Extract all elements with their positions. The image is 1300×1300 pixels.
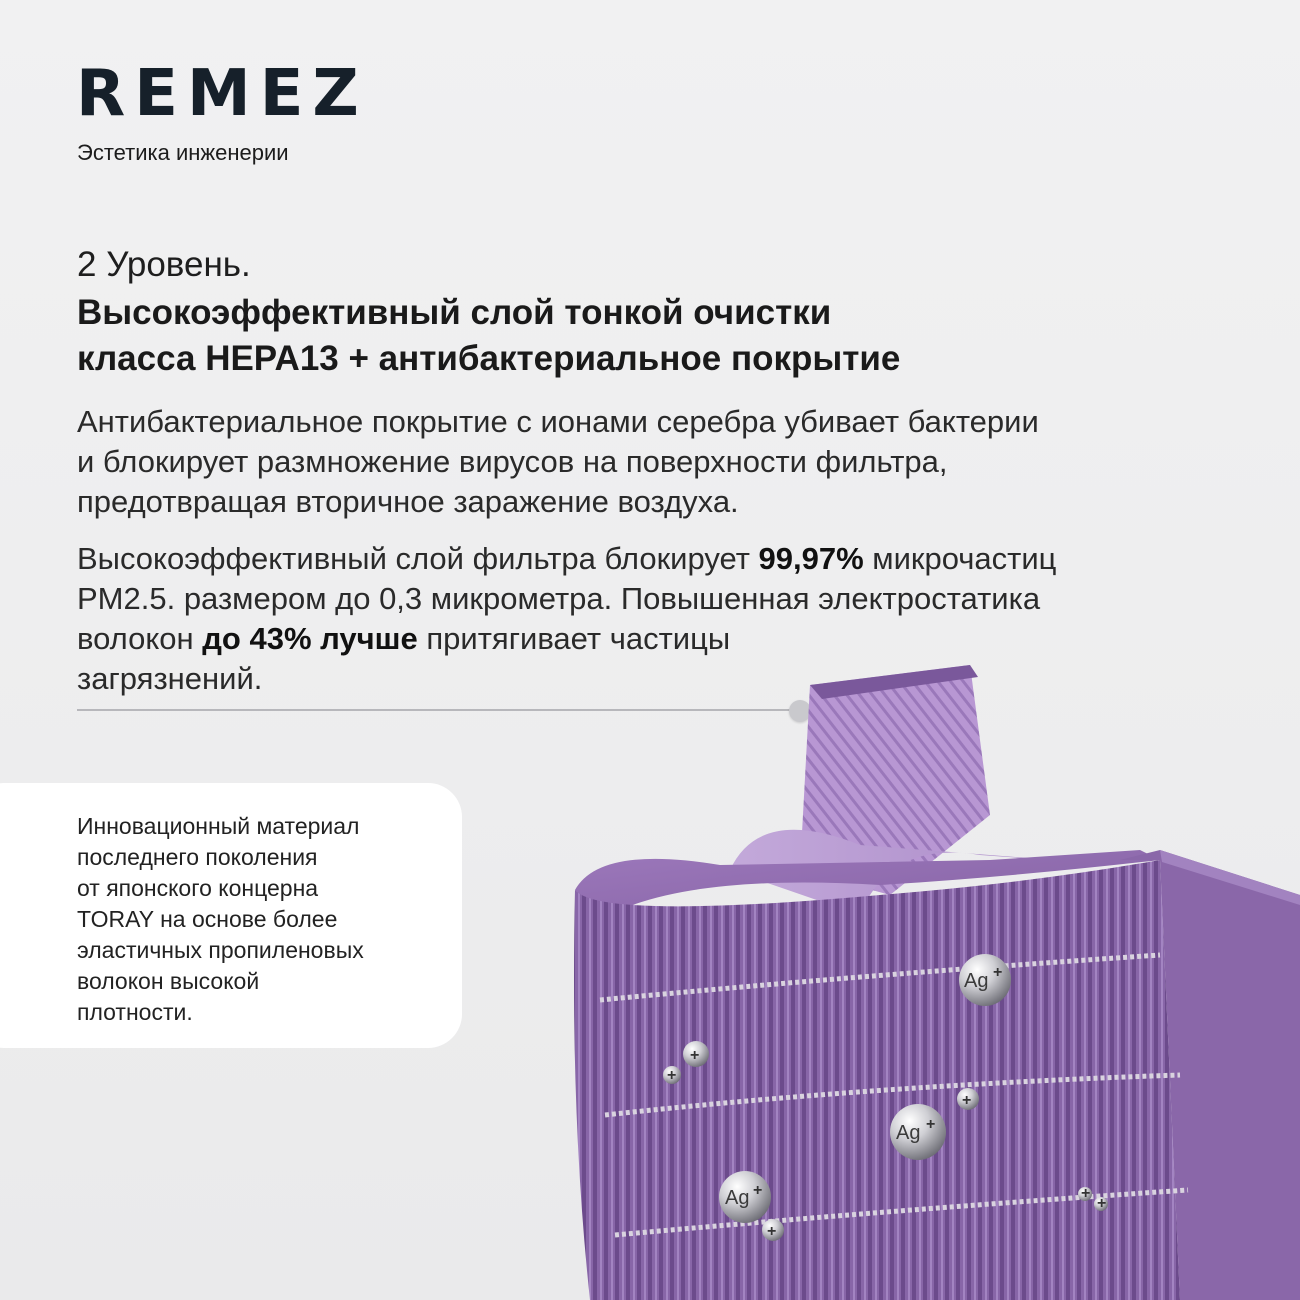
- positive-charge-particle: [762, 1219, 784, 1241]
- svg-text:+: +: [753, 1182, 763, 1199]
- efficiency-line-1: [77, 539, 1197, 579]
- info-card-line: эластичных пропиленовых: [77, 937, 364, 963]
- efficiency-text: микрочастиц: [863, 541, 1057, 576]
- info-card-line: последнего поколения: [77, 844, 318, 870]
- positive-charge-particle: [1094, 1195, 1108, 1212]
- info-card-line: от японского концерна: [77, 875, 319, 901]
- headline: [77, 290, 1077, 382]
- info-card-text: [77, 811, 437, 1028]
- svg-text:+: +: [667, 1067, 677, 1084]
- svg-text:+: +: [1081, 1185, 1091, 1202]
- svg-text:+: +: [926, 1116, 936, 1133]
- headline-line-2: класса HEPA13 + антибактериальное покрытие: [77, 339, 901, 378]
- positive-charge-particle: [663, 1066, 681, 1084]
- efficiency-line-3: [77, 619, 1197, 659]
- svg-text:+: +: [690, 1047, 700, 1064]
- brand-tagline: Эстетика инженерии: [77, 140, 289, 165]
- svg-text:Ag: Ag: [964, 970, 989, 992]
- coating-line-1: Антибактериальное покрытие с ионами серебра убивает бактерии: [77, 404, 1039, 439]
- efficiency-text: Высокоэффективный слой фильтра блокирует: [77, 541, 759, 576]
- positive-charge-particle: [683, 1041, 709, 1067]
- brand-logo: REMEZ: [76, 57, 368, 131]
- silver-ion: [959, 954, 1011, 1006]
- info-card-line: TORAY на основе более: [77, 906, 338, 932]
- svg-text:+: +: [1097, 1195, 1107, 1212]
- efficiency-text: волокон: [77, 621, 203, 656]
- efficiency-line-2: PM2.5. размером до 0,3 микрометра. Повышенная электростатика: [77, 581, 1041, 616]
- coating-line-3: предотвращая вторичное заражение воздуха.: [77, 484, 739, 519]
- silver-ion: [890, 1104, 946, 1160]
- info-card-line: плотности.: [77, 999, 193, 1025]
- info-card-line: Инновационный материал: [77, 813, 360, 839]
- silver-ion: [719, 1171, 771, 1223]
- info-card-line: волокон высокой: [77, 968, 260, 994]
- svg-text:+: +: [767, 1223, 777, 1240]
- svg-text:+: +: [993, 964, 1003, 981]
- svg-text:Ag: Ag: [896, 1122, 921, 1144]
- efficiency-text: притягивает частицы: [417, 621, 731, 656]
- level-title: 2 Уровень.: [77, 245, 251, 284]
- positive-charge-particle: [1078, 1185, 1092, 1202]
- svg-text:+: +: [962, 1092, 972, 1109]
- efficiency-line-4: загрязнений.: [77, 661, 263, 696]
- electrostatic-improvement: до 43% лучше: [202, 621, 418, 656]
- coating-description: [77, 402, 1217, 522]
- positive-charge-particle: [957, 1088, 979, 1110]
- coating-line-2: и блокирует размножение вирусов на поверхности фильтра,: [77, 444, 948, 479]
- hepa-filter-illustration: [560, 655, 1300, 1300]
- headline-line-1: Высокоэффективный слой тонкой очистки: [77, 293, 832, 332]
- efficiency-percent: 99,97%: [758, 541, 864, 576]
- svg-text:Ag: Ag: [725, 1187, 750, 1209]
